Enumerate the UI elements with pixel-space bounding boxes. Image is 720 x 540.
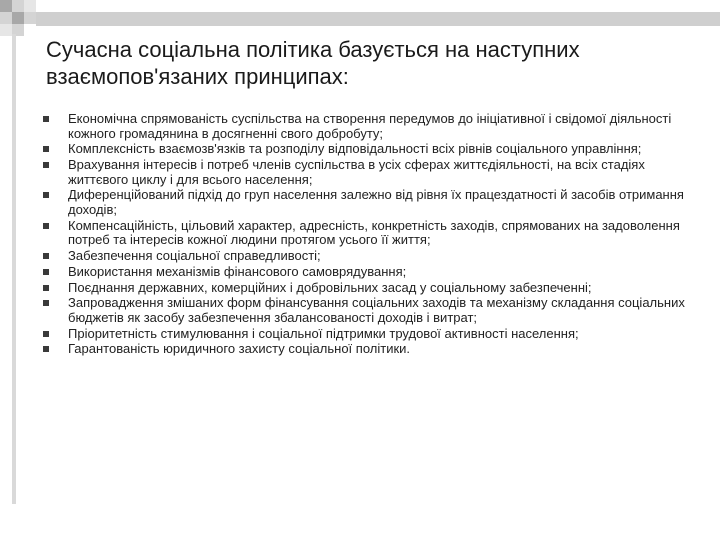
list-item	[38, 158, 698, 187]
list-item	[38, 327, 698, 342]
list-item	[38, 112, 698, 141]
list-item-text: Комплексність взаємозв'язків та розподілу відповідальності всіх рівнів соціального управління;	[68, 141, 642, 157]
bullet-icon	[43, 192, 49, 198]
list-item-text: Економічна спрямованість суспільства на створення передумов до ініціативної і свідомої діяльності кожного громадянина в досягненні свого добробуту;	[68, 111, 672, 141]
bullet-icon	[43, 346, 49, 352]
bullet-icon	[43, 285, 49, 291]
bullet-icon	[43, 269, 49, 275]
list-item	[38, 281, 698, 296]
list-item	[38, 342, 698, 357]
list-item-text: Диференційований підхід до груп населення залежно від рівня їх працездатності й засобів отримання доходів;	[68, 187, 684, 217]
slide-title: Сучасна соціальна політика базується на наступних взаємопов'язаних принципах:	[46, 37, 580, 89]
bullet-icon	[43, 223, 49, 229]
checker-square	[24, 12, 36, 24]
checker-square	[0, 12, 12, 24]
checker-square	[0, 0, 12, 12]
checker-square	[12, 12, 24, 24]
list-item-text: Гарантованість юридичного захисту соціальної політики.	[68, 341, 411, 357]
principles-list	[38, 112, 698, 358]
top-decoration-bar	[36, 12, 720, 26]
list-item-text: Врахування інтересів і потреб членів суспільства в усіх сферах життєдіяльності, на всіх стадіях життєвого циклу і для всього населення;	[68, 157, 645, 187]
list-item	[38, 142, 698, 157]
checker-square	[0, 24, 12, 36]
bullet-icon	[43, 300, 49, 306]
bullet-icon	[43, 146, 49, 152]
checker-square	[24, 0, 36, 12]
list-item	[38, 219, 698, 248]
list-item	[38, 249, 698, 264]
bullet-icon	[43, 162, 49, 168]
left-decoration-bar	[12, 34, 16, 504]
list-item-text: Забезпечення соціальної справедливості;	[68, 247, 321, 263]
list-item-text: Компенсаційність, цільовий характер, адресність, конкретність заходів, спрямованих на задоволення потреб та інтересів кожної людини протягом усього її життя;	[68, 217, 680, 248]
bullet-icon	[43, 116, 49, 122]
list-item	[38, 265, 698, 280]
bullet-icon	[43, 331, 49, 337]
list-item	[38, 296, 698, 325]
list-item-text: Поєднання державних, комерційних і добровільних засад у соціальному забезпеченні;	[68, 279, 592, 295]
bullet-icon	[43, 253, 49, 259]
list-item-text: Пріоритетність стимулювання і соціальної підтримки трудової активності населення;	[68, 325, 579, 341]
list-item-text: Запровадження змішаних форм фінансування соціальних заходів та механізму складання соціальних бюджетів як засобу забезпечення збалансованості доходів і витрат;	[68, 295, 685, 325]
checker-square	[12, 0, 24, 12]
list-item-text: Використання механізмів фінансового самоврядування;	[68, 263, 407, 279]
list-item	[38, 188, 698, 217]
